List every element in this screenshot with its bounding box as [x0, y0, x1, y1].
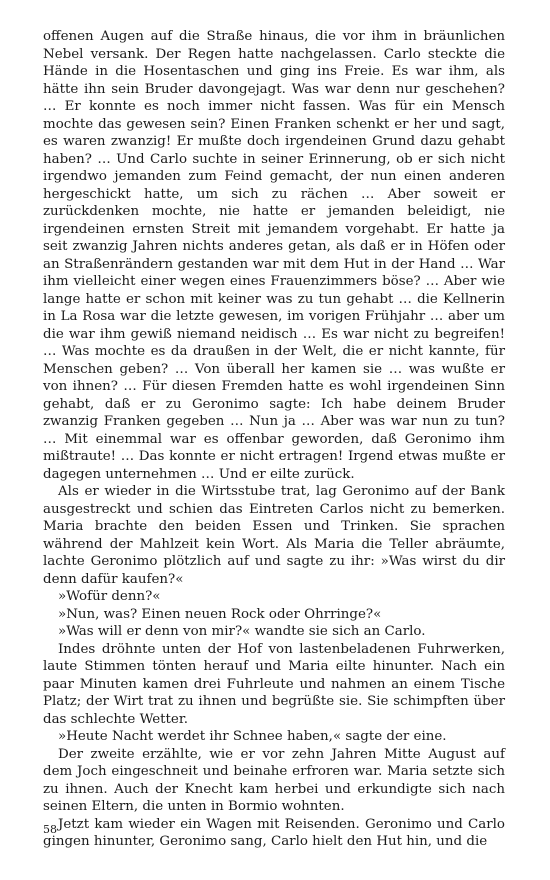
paragraph-7: »Heute Nacht werdet ihr Schnee haben,« sagte der eine.: [58, 729, 447, 744]
page-number: 58: [43, 823, 57, 836]
paragraph-8: Der zweite erzählte, wie er vor zehn Jahren Mitte August auf dem Joch eingeschneit und beinahe erfroren war. Maria setzte sich zu ihnen. Auch der Knecht kam herbei und erkundigte sich nach seinen Eltern, die unten in Bormio wohnten.: [43, 746, 505, 814]
paragraph-1: offenen Augen auf die Straße hinaus, die vor ihm in bräunlichen Nebel versank. Der Regen hatte nachgelassen. Carlo steckte die Hände in die Hosentaschen und ging ins Freie. Es war ihm, als hätte ihn sein Bruder davongejagt. Was war denn nur geschehen? … Er konnte es noch immer nicht fassen. Was für ein Mensch mochte das gewesen sein? Einen Franken schenkt er her und sagt, es waren zwanzig! Er mußte doch irgendeinen Grund dazu gehabt haben? … Und Carlo suchte in seiner Erinnerung, ob er sich nicht irgendwo jemanden zum Feind gemacht, der nun einen anderen hergeschickt hatte, um sich zu rächen … Aber soweit er zurückdenken mochte, nie hatte er jemanden beleidigt, nie irgendeinen ernsten Streit mit jemandem vorgehabt. Er hatte ja seit zwanzig Jahren nichts anderes getan, als daß er in Höfen oder an Straßenrändern gestanden war mit dem Hut in der Hand … War ihm vielleicht einer wegen eines Frauenzimmers böse? … Aber wie lange hatte er schon mit keiner was zu tun gehabt … die Kellnerin in La Rosa war die letzte gewesen, im vorigen Frühjahr … aber um die war ihm gewiß niemand neidisch … Es war nicht zu begreifen! … Was mochte es da draußen in der Welt, die er nicht kannte, für Menschen geben? … Von überall her kamen sie … was wußte er von ihnen? … Für diesen Fremden hatte es wohl irgendeinen Sinn gehabt, daß er zu Geronimo sagte: Ich habe deinem Bruder zwanzig Franken gegeben … Nun ja … Aber was war nun zu tun? … Mit einemmal war es offenbar geworden, daß Geronimo ihm mißtraute! … Das konnte er nicht ertragen! Irgend etwas mußte er dagegen unternehmen … Und er eilte zurück.: [43, 29, 505, 482]
body-text: [43, 28, 505, 851]
paragraph-3: »Wofür denn?«: [58, 589, 161, 604]
paragraph-4: »Nun, was? Einen neuen Rock oder Ohrringe?«: [58, 606, 382, 622]
paragraph-9: Jetzt kam wieder ein Wagen mit Reisenden. Geronimo und Carlo gingen hinunter, Geronimo sang, Carlo hielt den Hut hin, und die: [43, 816, 505, 849]
paragraph-2: Als er wieder in die Wirtsstube trat, lag Geronimo auf der Bank ausgestreckt und schien das Eintreten Carlos nicht zu bemerken. Maria brachte den beiden Essen und Trinken. Sie sprachen während der Mahlzeit kein Wort. Als Maria die Teller abräumte, lachte Geronimo plötzlich auf und sagte zu ihr: »Was wirst du dir denn dafür kaufen?«: [43, 484, 505, 587]
paragraph-6: Indes dröhnte unten der Hof von lastenbeladenen Fuhrwerken, laute Stimmen tönten herauf und Maria eilte hinunter. Nach ein paar Minuten kamen drei Fuhrleute und nahmen an einem Tische Platz; der Wirt trat zu ihnen und begrüßte sie. Sie schimpften über das schlechte Wetter.: [43, 641, 505, 727]
paragraph-5: »Was will er denn von mir?« wandte sie sich an Carlo.: [58, 624, 426, 639]
book-page: [43, 28, 505, 868]
